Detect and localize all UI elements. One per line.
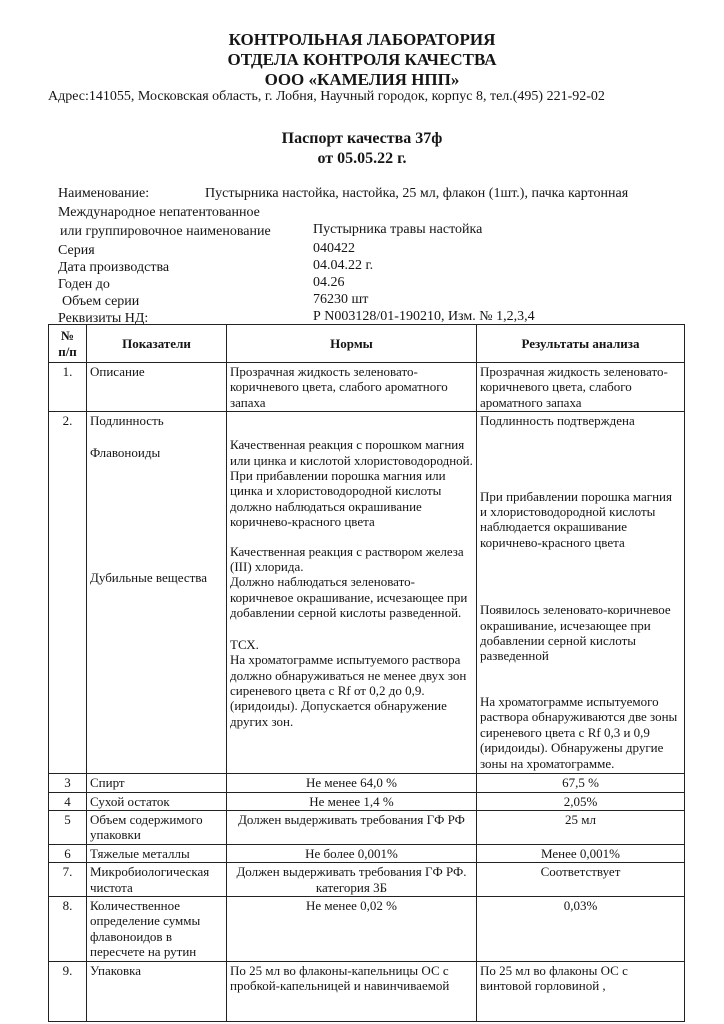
- row-number: 6: [49, 844, 87, 862]
- row-norm: Должен выдерживать требования ГФ РФ. категория 3Б: [227, 863, 477, 897]
- tannins-norm-text: Должно наблюдаться зеленовато-коричневое окрашивание, исчезающее при добавлении серной кислоты разведенной.: [230, 574, 468, 621]
- row-result: 2,05%: [477, 792, 685, 810]
- table-row: [49, 792, 685, 810]
- name-label: Наименование:: [58, 186, 150, 201]
- valid-until-value: 04.26: [313, 275, 345, 290]
- row-norm: Не менее 0,02 %: [227, 897, 477, 962]
- production-date-value: 04.04.22 г.: [313, 258, 374, 273]
- row-indicator: Микробиологическая чистота: [87, 863, 227, 897]
- tlc-norm-label: ТСХ.: [230, 636, 259, 652]
- flavonoids-norm-text: При прибавлении порошка магния или цинка и хлористоводородной кислоты должно наблюдаться окрашивание коричнево-красного цвета: [230, 468, 446, 530]
- flavonoids-label: Флавоноиды: [90, 444, 161, 460]
- row-norm: Не более 0,001%: [227, 844, 477, 862]
- row-result: 0,03%: [477, 897, 685, 962]
- row-number: 7.: [49, 863, 87, 897]
- row-indicator: Упаковка: [87, 961, 227, 1021]
- production-date-label: Дата производства: [58, 260, 170, 275]
- flavonoids-result: При прибавлении порошка магния и хлористоводородной кислоты наблюдается окрашивание коричнево-красного цвета: [480, 488, 672, 550]
- row-result: 25 мл: [477, 811, 685, 845]
- valid-until-label: Годен до: [58, 277, 110, 292]
- name-value: Пустырника настойка, настойка, 25 мл, флакон (1шт.), пачка картонная: [205, 186, 629, 201]
- row-number: 2.: [49, 412, 87, 774]
- row-indicator: Сухой остаток: [87, 792, 227, 810]
- row-result: По 25 мл во флаконы ОС с винтовой горловиной ,: [477, 961, 685, 1021]
- row-result: Прозрачная жидкость зеленовато-коричневого цвета, слабого ароматного запаха: [477, 363, 685, 412]
- company-name: ООО «КАМЕЛИЯ НПП»: [264, 70, 460, 89]
- row-indicator: [87, 412, 227, 774]
- row-indicator: Спирт: [87, 774, 227, 792]
- inn-label-1: Международное непатентованное: [58, 205, 260, 220]
- table-row: [49, 897, 685, 962]
- row-result: Соответствует: [477, 863, 685, 897]
- table-row: [49, 811, 685, 845]
- row-indicator: Тяжелые металлы: [87, 844, 227, 862]
- table-row: [49, 774, 685, 792]
- authenticity-label: Подлинность: [90, 413, 164, 429]
- row-norm: По 25 мл во флаконы-капельницы ОС с пробкой-капельницей и навинчиваемой: [227, 961, 477, 1021]
- row-result: 67,5 %: [477, 774, 685, 792]
- passport-date: от 05.05.22 г.: [317, 150, 407, 167]
- row-norm: Не менее 1,4 %: [227, 792, 477, 810]
- inn-label-2: или группировочное наименование: [60, 224, 271, 239]
- table-row: [49, 961, 685, 1021]
- header-indicator: Показатели: [87, 325, 227, 363]
- tannins-label: Дубильные вещества: [90, 570, 208, 586]
- header-norm: Нормы: [227, 325, 477, 363]
- department-title: ОТДЕЛА КОНТРОЛЯ КАЧЕСТВА: [227, 50, 497, 69]
- table-row: [49, 363, 685, 412]
- tlc-result: На хроматограмме испытуемого раствора обнаруживаются две зоны сиреневого цвета с Rf 0,3 и 0,9 (иридоиды). Обнаружены другие зоны на хроматограмме.: [480, 693, 678, 771]
- table-row: [49, 412, 685, 774]
- row-norm: Прозрачная жидкость зеленовато-коричневого цвета, слабого ароматного запаха: [227, 363, 477, 412]
- authenticity-result: Подлинность подтверждена: [480, 413, 635, 429]
- series-label: Серия: [58, 243, 95, 258]
- quality-table: [48, 324, 685, 1022]
- row-number: 3: [49, 774, 87, 792]
- inn-value: Пустырника травы настойка: [313, 222, 483, 237]
- row-number: 9.: [49, 961, 87, 1021]
- lab-title: КОНТРОЛЬНАЯ ЛАБОРАТОРИЯ: [228, 30, 496, 49]
- passport-title: Паспорт качества 37ф: [281, 130, 443, 147]
- flavonoids-norm-reaction: Качественная реакция с порошком магния или цинка и кислотой хлористоводородной.: [230, 437, 473, 468]
- row-indicator: Количественное определение суммы флавоноидов в пересчете на рутин: [87, 897, 227, 962]
- nd-value: Р N003128/01-190210, Изм. № 1,2,3,4: [313, 309, 535, 324]
- table-header-row: [49, 325, 685, 363]
- row-number: 5: [49, 811, 87, 845]
- tannins-norm-reaction: Качественная реакция с раствором железа (III) хлорида.: [230, 543, 464, 575]
- tlc-norm-text: На хроматограмме испытуемого раствора должно обнаруживаться не менее двух зон сиреневого цвета с Rf от 0,2 до 0,9. (иридоиды). Допускается обнаружение других зон.: [230, 652, 467, 729]
- header-number: № п/п: [49, 325, 87, 363]
- row-result: [477, 412, 685, 774]
- batch-volume-label: Объем серии: [62, 294, 140, 309]
- tannins-result: Появилось зеленовато-коричневое окрашивание, исчезающее при добавлении серной кислоты разведенной: [480, 602, 671, 664]
- nd-label: Реквизиты НД:: [58, 311, 149, 326]
- table-row: [49, 863, 685, 897]
- row-norm: Должен выдерживать требования ГФ РФ: [227, 811, 477, 845]
- row-norm: [227, 412, 477, 774]
- row-result: Менее 0,001%: [477, 844, 685, 862]
- table-row: [49, 844, 685, 862]
- row-number: 8.: [49, 897, 87, 962]
- row-indicator: Объем содержимого упаковки: [87, 811, 227, 845]
- row-number: 4: [49, 792, 87, 810]
- batch-volume-value: 76230 шт: [313, 292, 369, 307]
- address: Адрес:141055, Московская область, г. Лобня, Научный городок, корпус 8, тел.(495) 221-92-02: [48, 89, 605, 104]
- row-indicator: Описание: [87, 363, 227, 412]
- series-value: 040422: [313, 241, 355, 256]
- header-result: Результаты анализа: [477, 325, 685, 363]
- row-number: 1.: [49, 363, 87, 412]
- row-norm: Не менее 64,0 %: [227, 774, 477, 792]
